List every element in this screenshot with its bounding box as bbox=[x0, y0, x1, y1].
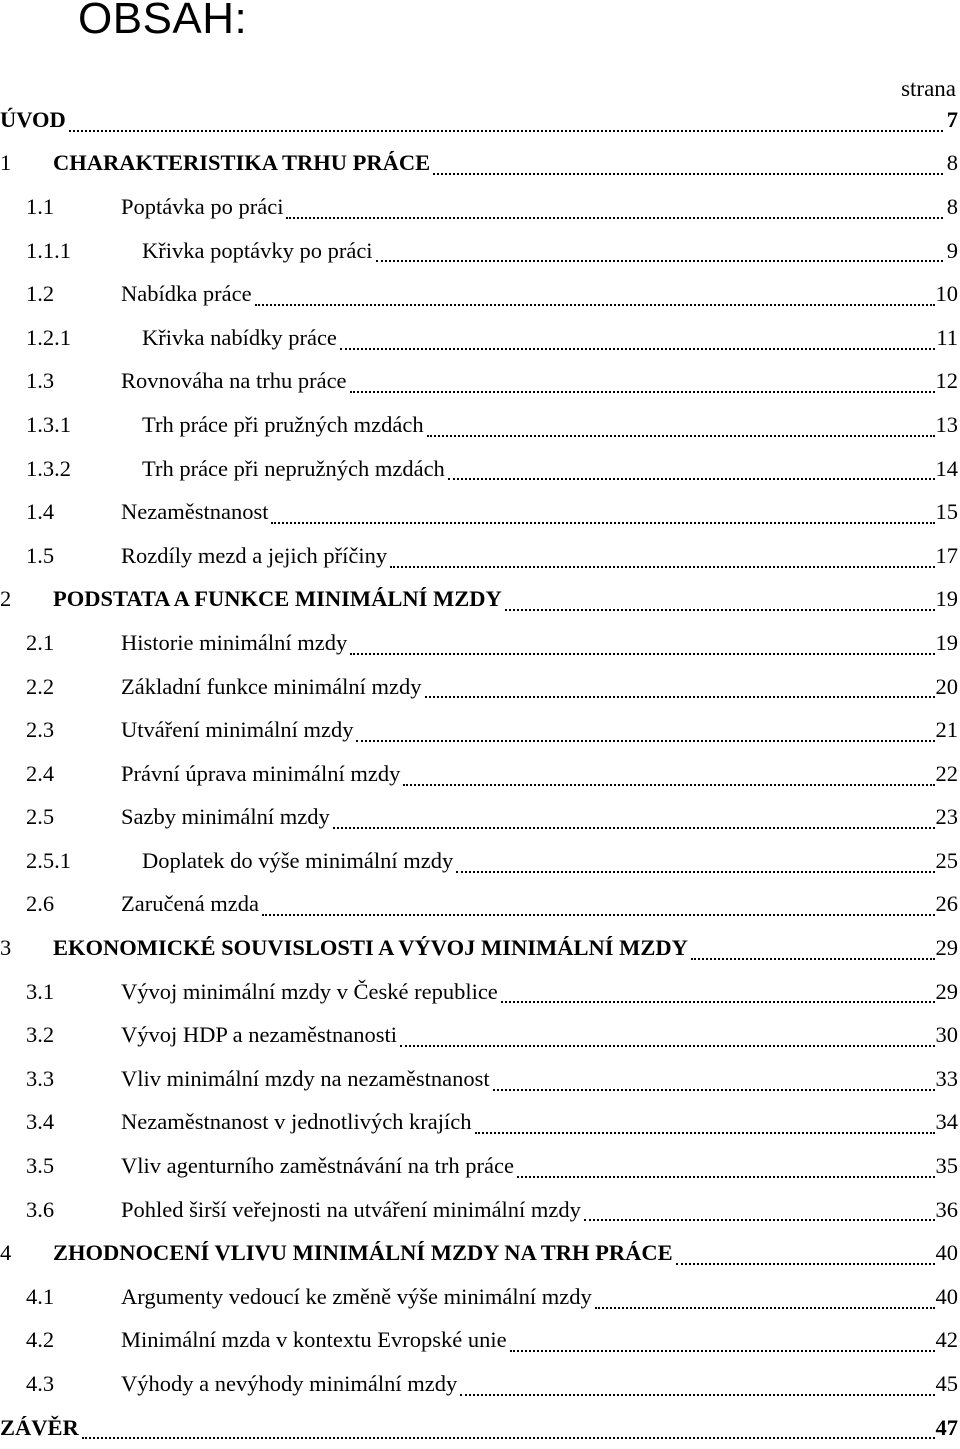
toc-entry-number: 2.5.1 bbox=[26, 847, 71, 873]
toc-entry-page: 8 bbox=[946, 193, 958, 219]
toc-entry[interactable] bbox=[0, 752, 958, 796]
toc-entry[interactable] bbox=[0, 185, 958, 229]
toc-entry-number: 2.6 bbox=[26, 891, 55, 917]
toc-entry-page: 19 bbox=[935, 586, 958, 612]
toc-entry-number: 3.2 bbox=[26, 1022, 55, 1048]
toc-entry-title: PODSTATA A FUNKCE MINIMÁLNÍ MZDY bbox=[53, 586, 502, 612]
toc-entry[interactable] bbox=[0, 1362, 958, 1406]
toc-entry[interactable] bbox=[0, 796, 958, 840]
dot-leader bbox=[460, 1394, 934, 1396]
toc-entry[interactable] bbox=[0, 272, 958, 316]
toc-entry-title: ÚVOD bbox=[0, 106, 66, 132]
toc-entry[interactable] bbox=[0, 1406, 958, 1449]
toc-entry-title: Trh práce při pružných mzdách bbox=[142, 411, 424, 437]
dot-leader bbox=[691, 958, 935, 960]
toc-entry-page: 17 bbox=[935, 542, 958, 568]
toc-entry-page: 11 bbox=[936, 324, 958, 350]
toc-entry-number: 1.1 bbox=[26, 193, 55, 219]
toc-entry[interactable] bbox=[0, 1101, 958, 1145]
dot-leader bbox=[456, 871, 934, 873]
dot-leader bbox=[510, 1350, 935, 1352]
toc-entry-title: Základní funkce minimální mzdy bbox=[121, 673, 422, 699]
toc-entry-title: Křivka poptávky po práci bbox=[142, 237, 373, 263]
toc-entry-page: 34 bbox=[935, 1109, 958, 1135]
page-column-label: strana bbox=[901, 76, 956, 101]
toc-entry-page: 29 bbox=[935, 978, 958, 1004]
toc-entry-title: ZHODNOCENÍ VLIVU MINIMÁLNÍ MZDY NA TRH PRÁCE bbox=[53, 1240, 673, 1266]
table-of-contents bbox=[0, 98, 958, 1449]
toc-entry[interactable] bbox=[0, 1144, 958, 1188]
dot-leader bbox=[390, 566, 934, 568]
toc-entry-page: 35 bbox=[935, 1153, 958, 1179]
dot-leader bbox=[676, 1263, 935, 1265]
toc-entry[interactable] bbox=[0, 883, 958, 927]
toc-entry[interactable] bbox=[0, 1231, 958, 1275]
toc-entry-number: 3.5 bbox=[26, 1153, 55, 1179]
toc-entry-title: Nezaměstnanost v jednotlivých krajích bbox=[121, 1109, 472, 1135]
toc-entry-page: 30 bbox=[935, 1022, 958, 1048]
toc-entry-title: Výhody a nevýhody minimální mzdy bbox=[121, 1371, 458, 1397]
toc-entry-page: 45 bbox=[935, 1371, 958, 1397]
toc-entry-title: Trh práce při nepružných mzdách bbox=[142, 455, 445, 481]
page-title: OBSAH: bbox=[78, 0, 248, 43]
dot-leader bbox=[262, 914, 934, 916]
toc-entry-title: ZÁVĚR bbox=[0, 1414, 79, 1440]
toc-entry-title: EKONOMICKÉ SOUVISLOSTI A VÝVOJ MINIMÁLNÍ MZDY bbox=[53, 935, 688, 961]
toc-entry-number: 1.3.1 bbox=[26, 411, 71, 437]
dot-leader bbox=[584, 1219, 935, 1221]
toc-entry[interactable] bbox=[0, 621, 958, 665]
toc-entry-page: 25 bbox=[935, 847, 958, 873]
dot-leader bbox=[82, 1437, 935, 1439]
toc-entry-page: 29 bbox=[935, 935, 958, 961]
toc-entry[interactable] bbox=[0, 665, 958, 709]
toc-entry-number: 3.6 bbox=[26, 1196, 55, 1222]
toc-entry-page: 10 bbox=[935, 281, 958, 307]
toc-entry-number: 3.3 bbox=[26, 1065, 55, 1091]
toc-entry[interactable] bbox=[0, 142, 958, 186]
dot-leader bbox=[333, 827, 935, 829]
dot-leader bbox=[493, 1089, 935, 1091]
toc-entry[interactable] bbox=[0, 403, 958, 447]
dot-leader bbox=[376, 260, 943, 262]
toc-entry-number: 4.2 bbox=[26, 1327, 55, 1353]
toc-entry[interactable] bbox=[0, 360, 958, 404]
dot-leader bbox=[427, 435, 935, 437]
toc-entry-title: Právní úprava minimální mzdy bbox=[121, 760, 401, 786]
toc-entry[interactable] bbox=[0, 447, 958, 491]
toc-entry-number: 4.3 bbox=[26, 1371, 55, 1397]
toc-entry-number: 3 bbox=[0, 935, 12, 961]
toc-entry-title: Pohled širší veřejnosti na utváření minimální mzdy bbox=[121, 1196, 581, 1222]
toc-entry-title: Argumenty vedoucí ke změně výše minimální mzdy bbox=[121, 1283, 592, 1309]
toc-entry-number: 1.3 bbox=[26, 368, 55, 394]
dot-leader bbox=[403, 784, 934, 786]
toc-entry[interactable] bbox=[0, 316, 958, 360]
toc-entry-page: 15 bbox=[935, 499, 958, 525]
toc-entry-page: 47 bbox=[935, 1414, 958, 1440]
toc-entry-page: 40 bbox=[935, 1240, 958, 1266]
toc-entry-title: Doplatek do výše minimální mzdy bbox=[142, 847, 454, 873]
toc-entry[interactable] bbox=[0, 1013, 958, 1057]
dot-leader bbox=[475, 1132, 935, 1134]
toc-entry-number: 3.1 bbox=[26, 978, 55, 1004]
toc-entry-number: 1.2 bbox=[26, 281, 55, 307]
toc-entry-number: 2.4 bbox=[26, 760, 55, 786]
toc-entry-page: 42 bbox=[935, 1327, 958, 1353]
toc-entry-title: Křivka nabídky práce bbox=[142, 324, 337, 350]
toc-entry-page: 12 bbox=[935, 368, 958, 394]
toc-entry-number: 1.1.1 bbox=[26, 237, 71, 263]
toc-entry-title: Vývoj minimální mzdy v České republice bbox=[121, 978, 498, 1004]
dot-leader bbox=[448, 478, 935, 480]
toc-entry[interactable] bbox=[0, 534, 958, 578]
toc-entry-number: 2.1 bbox=[26, 629, 55, 655]
toc-entry-title: CHARAKTERISTIKA TRHU PRÁCE bbox=[53, 150, 431, 176]
toc-entry-title: Poptávka po práci bbox=[121, 193, 284, 219]
toc-entry-number: 1.4 bbox=[26, 499, 55, 525]
toc-entry-number: 2.2 bbox=[26, 673, 55, 699]
dot-leader bbox=[505, 609, 935, 611]
toc-entry-page: 26 bbox=[935, 891, 958, 917]
toc-entry[interactable] bbox=[0, 970, 958, 1014]
toc-entry[interactable] bbox=[0, 839, 958, 883]
toc-entry[interactable] bbox=[0, 1188, 958, 1232]
dot-leader bbox=[271, 522, 934, 524]
toc-entry-title: Rovnováha na trhu práce bbox=[121, 368, 347, 394]
toc-entry[interactable] bbox=[0, 1057, 958, 1101]
toc-entry-page: 33 bbox=[935, 1065, 958, 1091]
toc-entry-page: 40 bbox=[935, 1283, 958, 1309]
toc-entry-page: 14 bbox=[935, 455, 958, 481]
toc-entry-page: 13 bbox=[935, 411, 958, 437]
dot-leader bbox=[286, 217, 943, 219]
toc-entry-page: 8 bbox=[946, 150, 958, 176]
toc-entry-number: 2.5 bbox=[26, 804, 55, 830]
toc-entry-page: 7 bbox=[946, 106, 958, 132]
toc-entry-page: 19 bbox=[935, 629, 958, 655]
toc-entry-title: Nabídka práce bbox=[121, 281, 252, 307]
dot-leader bbox=[425, 696, 935, 698]
toc-entry-page: 20 bbox=[935, 673, 958, 699]
dot-leader bbox=[350, 653, 934, 655]
toc-entry-page: 9 bbox=[946, 237, 958, 263]
dot-leader bbox=[340, 348, 935, 350]
toc-entry-number: 2 bbox=[0, 586, 12, 612]
toc-entry[interactable] bbox=[0, 926, 958, 970]
toc-entry-number: 1.2.1 bbox=[26, 324, 71, 350]
toc-entry-title: Zaručená mzda bbox=[121, 891, 260, 917]
toc-entry-number: 2.3 bbox=[26, 717, 55, 743]
toc-entry-title: Vliv agenturního zaměstnávání na trh práce bbox=[121, 1153, 514, 1179]
dot-leader bbox=[517, 1176, 935, 1178]
toc-entry-number: 3.4 bbox=[26, 1109, 55, 1135]
dot-leader bbox=[400, 1045, 935, 1047]
dot-leader bbox=[356, 740, 934, 742]
toc-entry-page: 36 bbox=[935, 1196, 958, 1222]
toc-entry[interactable] bbox=[0, 708, 958, 752]
toc-entry-title: Vliv minimální mzdy na nezaměstnanost bbox=[121, 1065, 490, 1091]
toc-entry-number: 1.3.2 bbox=[26, 455, 71, 481]
toc-entry-page: 22 bbox=[935, 760, 958, 786]
toc-entry-title: Nezaměstnanost bbox=[121, 499, 269, 525]
toc-entry[interactable] bbox=[0, 490, 958, 534]
dot-leader bbox=[595, 1307, 935, 1309]
toc-entry-title: Utváření minimální mzdy bbox=[121, 717, 354, 743]
toc-entry-title: Historie minimální mzdy bbox=[121, 629, 348, 655]
dot-leader bbox=[350, 391, 935, 393]
toc-entry-number: 4.1 bbox=[26, 1283, 55, 1309]
toc-entry[interactable] bbox=[0, 1319, 958, 1363]
toc-entry-number: 1.5 bbox=[26, 542, 55, 568]
toc-entry-title: Vývoj HDP a nezaměstnanosti bbox=[121, 1022, 397, 1048]
toc-entry-page: 21 bbox=[935, 717, 958, 743]
dot-leader bbox=[501, 1001, 935, 1003]
toc-entry[interactable] bbox=[0, 1275, 958, 1319]
dot-leader bbox=[433, 173, 943, 175]
toc-entry-title: Sazby minimální mzdy bbox=[121, 804, 330, 830]
toc-entry-title: Rozdíly mezd a jejich příčiny bbox=[121, 542, 388, 568]
toc-entry[interactable] bbox=[0, 578, 958, 622]
toc-entry[interactable] bbox=[0, 98, 958, 142]
toc-entry-title: Minimální mzda v kontextu Evropské unie bbox=[121, 1327, 507, 1353]
toc-entry-page: 23 bbox=[935, 804, 958, 830]
toc-entry[interactable] bbox=[0, 229, 958, 273]
toc-entry-number: 1 bbox=[0, 150, 12, 176]
dot-leader bbox=[69, 130, 943, 132]
dot-leader bbox=[255, 304, 935, 306]
toc-entry-number: 4 bbox=[0, 1240, 12, 1266]
